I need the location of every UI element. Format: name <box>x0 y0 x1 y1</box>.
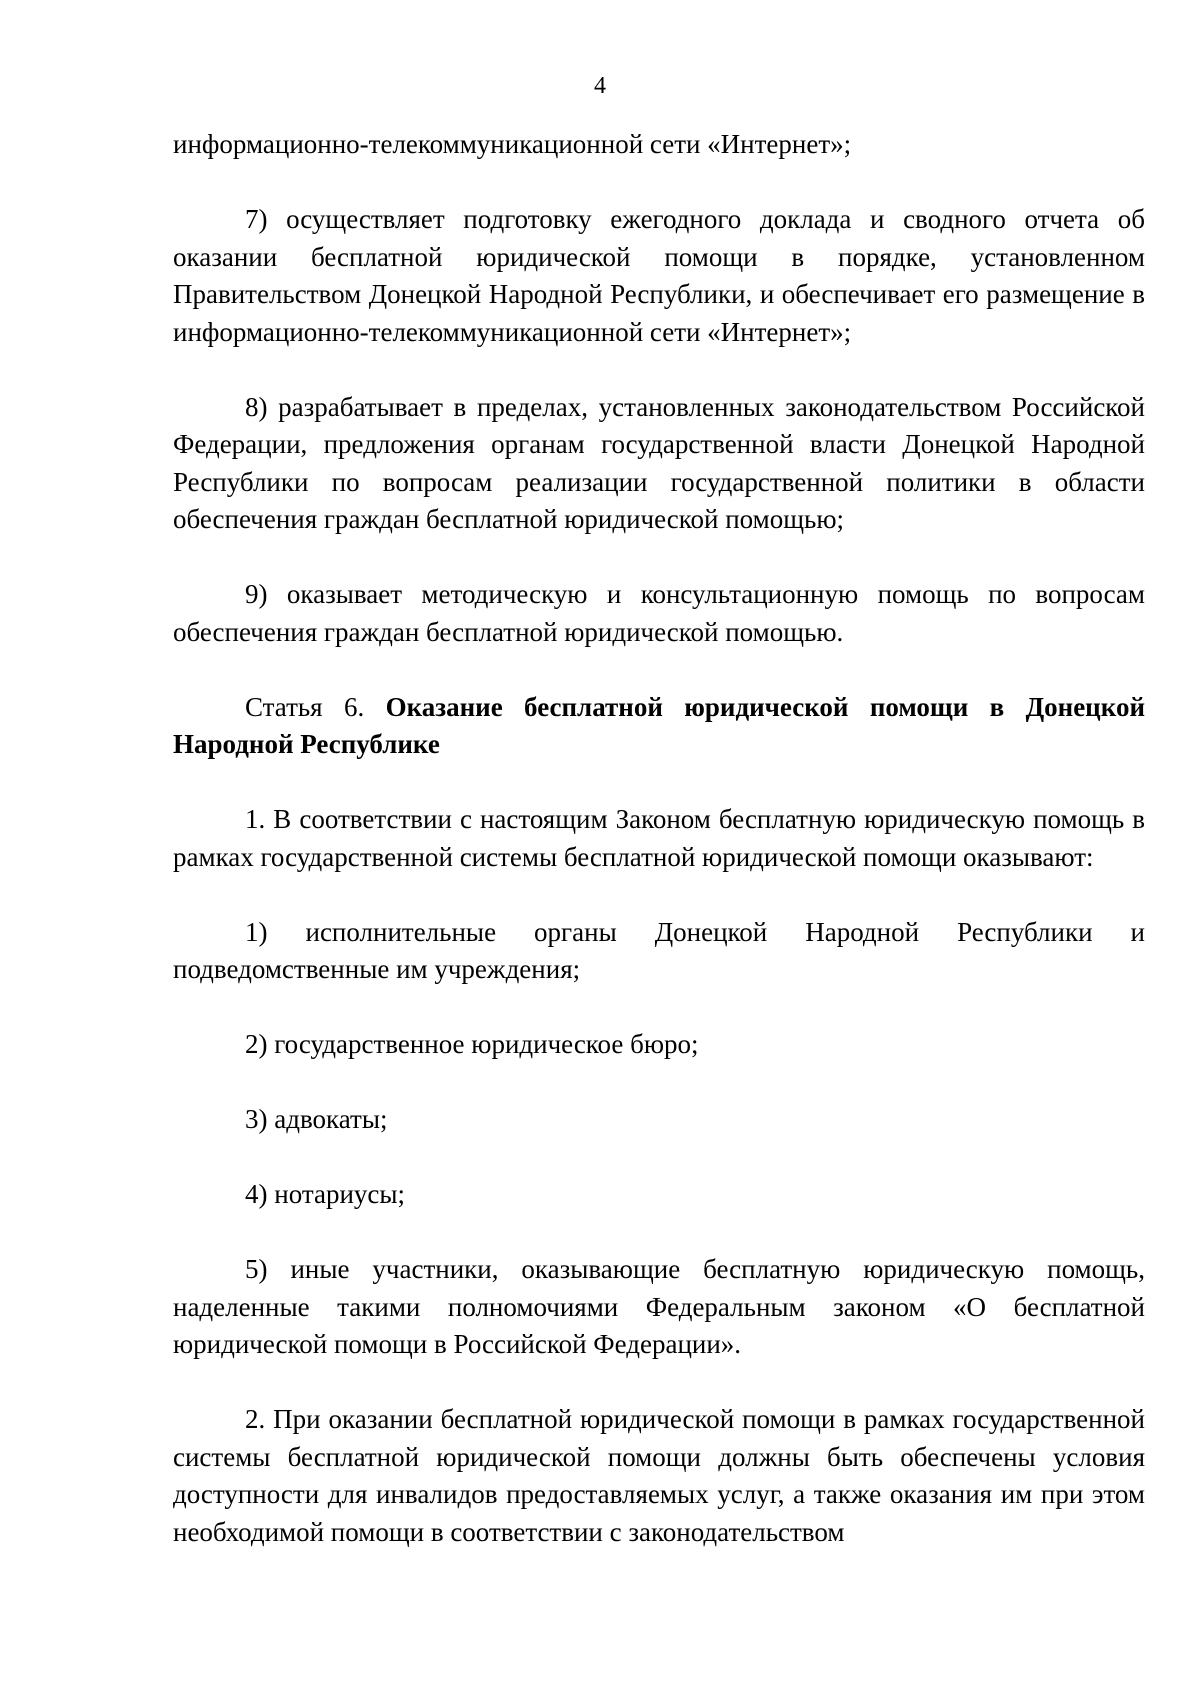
clause-1: 1. В соответствии с настоящим Законом бесплатную юридическую помощь в рамках государственной системы бесплатной юридической помощи оказывают: <box>173 804 1145 872</box>
paragraph-item-7: 7) осуществляет подготовку ежегодного доклада и сводного отчета об оказании бесплатной юридической помощи в порядке, установленном Правительством Донецкой Народной Республики, и обеспечивает его размещение в информационно-телекоммуникационной сети «Интернет»; <box>173 204 1145 347</box>
article-heading <box>173 689 1145 764</box>
article-title: Оказание бесплатной юридической помощи в Донецкой Народной Республике <box>173 691 1145 759</box>
paragraph-item-8: 8) разрабатывает в пределах, установленных законодательством Российской Федерации, предложения органам государственной власти Донецкой Народной Республики по вопросам реализации государственной политики в области обеспечения граждан бесплатной юридической помощью; <box>173 391 1145 534</box>
paragraph-continuation: информационно-телекоммуникационной сети «Интернет»; <box>173 129 852 159</box>
page-number: 4 <box>594 73 606 99</box>
clause-1-item-3: 3) адвокаты; <box>245 1104 388 1134</box>
clause-2: 2. При оказании бесплатной юридической помощи в рамках государственной системы бесплатной юридической помощи должны быть обеспечены условия доступности для инвалидов предоставляемых услуг, а также оказания им при этом необходимой помощи в соответствии с законодательством <box>173 1404 1145 1547</box>
document-body <box>173 126 1145 1551</box>
clause-1-item-2: 2) государственное юридическое бюро; <box>245 1029 699 1059</box>
clause-1-item-1: 1) исполнительные органы Донецкой Народной Республики и подведомственные им учреждения; <box>173 916 1145 984</box>
paragraph-item-9: 9) оказывает методическую и консультационную помощь по вопросам обеспечения граждан бесплатной юридической помощью. <box>173 579 1145 647</box>
clause-1-item-5: 5) иные участники, оказывающие бесплатную юридическую помощь, наделенные такими полномочиями Федеральным законом «О бесплатной юридической помощи в Российской Федерации». <box>173 1254 1145 1359</box>
clause-1-item-4: 4) нотариусы; <box>245 1179 406 1209</box>
article-label: Статья 6. <box>245 691 365 722</box>
